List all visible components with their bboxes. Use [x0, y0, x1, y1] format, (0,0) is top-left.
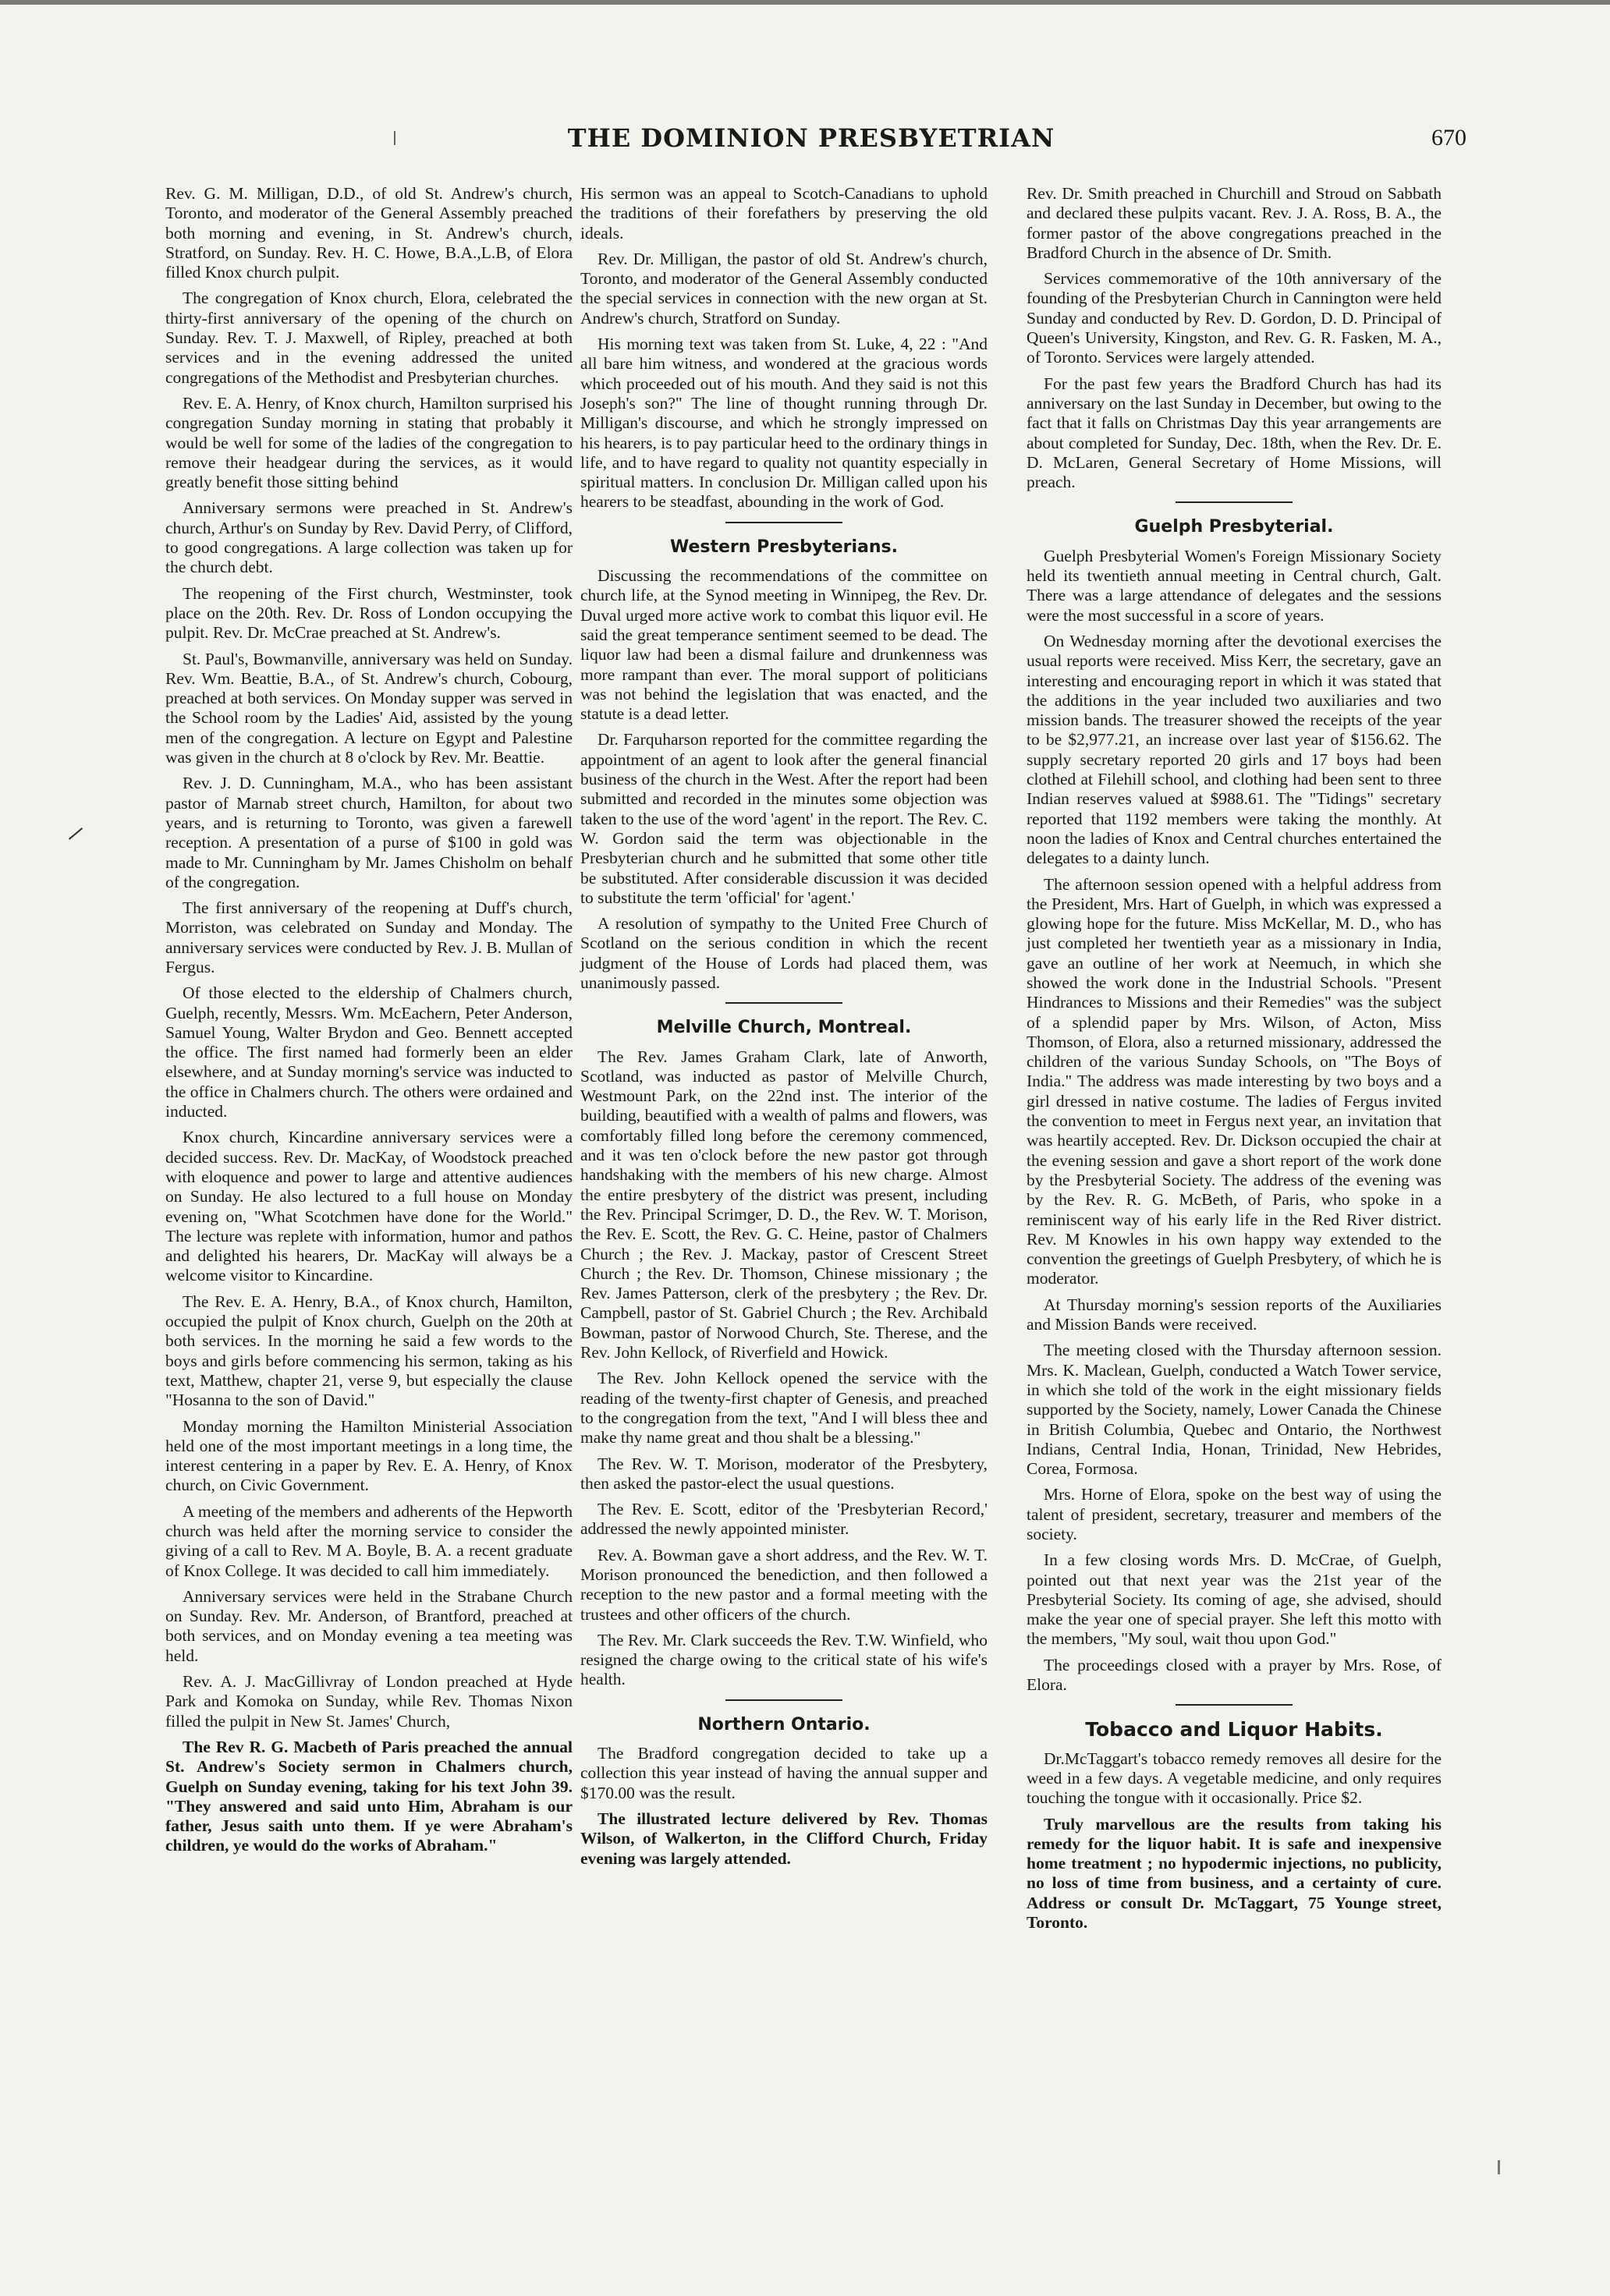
print-mark-right: [1498, 2160, 1500, 2174]
paragraph: Rev. G. M. Milligan, D.D., of old St. Andrew's church, Toronto, and moderator of the General Assembly preached both morning and evening, in St. Andrew's church, Stratford, on Sunday. Rev. H. C. Howe, B.A.,L.B, of Elora filled Knox church pulpit.: [165, 184, 573, 282]
section-divider: [725, 1699, 842, 1701]
paragraph: The Rev R. G. Macbeth of Paris preached the annual St. Andrew's Society sermon in Chalmers church, Guelph on Sunday evening, taking for his text John 39. "They answered and said unto Him, Abraham is our father, Jesus saith unto them. If ye were Abraham's children, ye would do the works of Abraham.": [165, 1737, 573, 1855]
paragraph: Monday morning the Hamilton Ministerial Association held one of the most important meetings in a long time, the interest centering in a paper by Rev. E. A. Henry, of Knox church, on Civic Government.: [165, 1416, 573, 1495]
page-title: THE DOMINION PRESBYETRIAN: [567, 123, 1055, 153]
paragraph: On Wednesday morning after the devotional exercises the usual reports were received. Miss Kerr, the secretary, gave an interesting and encouraging report in which it was stated that the additions in the year included two auxiliaries and two mission bands. The treasurer showed the receipts of the year to be $2,977.21, an increase over last year of $156.62. The supply secretary reported 20 girls and 17 boys had been clothed at Filehill school, and clothing had been sent to three Indian reserves valued at $988.61. The "Tidings" secretary reported that 1192 members were taking the monthly. At noon the ladies of Knox and Central churches entertained the delegates to a dainty lunch.: [1027, 631, 1442, 868]
paragraph: The meeting closed with the Thursday afternoon session. Mrs. K. Maclean, Guelph, conducted a Watch Tower service, in which she told of the work in the eight missionary fields supported by the Society, namely, Lower Canada the Chinese in British Columbia, Quebec and Ontario, the Northwest Indians, Central India, Honan, Trinidad, New Hebrides, Corea, Formosa.: [1027, 1341, 1442, 1479]
paragraph: Anniversary sermons were preached in St. Andrew's church, Arthur's on Sunday by Rev. David Perry, of Clifford, to good congregations. A large collection was taken up for the church debt.: [165, 498, 573, 577]
paragraph: In a few closing words Mrs. D. McCrae, of Guelph, pointed out that next year was the 21st year of the Presbyterial Society. Its coming of age, she advised, should make the year one of special prayer. She left this motto with the members, "My soul, wait thou upon God.": [1027, 1550, 1442, 1649]
page-header: [156, 123, 1466, 162]
paragraph: Dr. Farquharson reported for the committee regarding the appointment of an agent to look after the general financial business of the church in the West. After the report had been submitted and recorded in the minutes some objection was taken to the use of the word 'agent' in the report. The Rev. C. W. Gordon said the term was objectionable in the Presbyterian church and he submitted that some other title be substituted. After considerable discussion it was decided to substitute the term 'official' for 'agent.': [580, 730, 988, 907]
top-edge-rule: [0, 0, 1610, 5]
paragraph: The illustrated lecture delivered by Rev. Thomas Wilson, of Walkerton, in the Clifford Church, Friday evening was largely attended.: [580, 1809, 988, 1868]
paragraph: The Rev. James Graham Clark, late of Anworth, Scotland, was inducted as pastor of Melville Church, Westmount Park, on the 22nd inst. The interior of the building, beautified with a wealth of palms and flowers, was comfortably filled long before the ceremony commenced, and it was ten o'clock before the new pastor got through handshaking with the members of his new charge. Almost the entire presbytery of the district was present, including the Rev. Principal Scrimger, D. D., the Rev. W. T. Morison, the Rev. E. Scott, the Rev. G. C. Heine, pastor of Chalmers Church ; the Rev. J. Mackay, pastor of Crescent Street Church ; the Rev. Dr. Thomson, Chinese missionary ; the Rev. James Patterson, clerk of the presbytery ; the Rev. Dr. Campbell, pastor of St. Gabriel Church ; the Rev. Archibald Bowman, pastor of Norwood Church, Ste. Therese, and the Rev. John Kellock, of Riverfield and Howick.: [580, 1047, 988, 1362]
paragraph: St. Paul's, Bowmanville, anniversary was held on Sunday. Rev. Wm. Beattie, B.A., of St. Andrew's church, Cobourg, preached at both services. On Monday supper was served in the School room by the Ladies' Aid, assisted by the young men of the congregation. A lecture on Egypt and Palestine was given in the church at 8 o'clock by Rev. Mr. Beattie.: [165, 649, 573, 767]
section-heading-guelph: Guelph Presbyterial.: [1134, 517, 1334, 537]
paragraph: His sermon was an appeal to Scotch-Canadians to uphold the traditions of their forefathers by preserving the old ideals.: [580, 184, 988, 243]
paragraph: Knox church, Kincardine anniversary services were a decided success. Rev. Dr. MacKay, of Woodstock preached with eloquence and power to large and attentive audiences on Sunday. He also lectured to a full house on Monday evening on, "What Scotchmen have done for the World." The lecture was replete with information, humor and pathos and delighted his hearers, Dr. MacKay will always be a welcome visitor to Kincardine.: [165, 1128, 573, 1285]
section-heading-western: Western Presbyterians.: [670, 537, 898, 557]
paragraph: Of those elected to the eldership of Chalmers church, Guelph, recently, Messrs. Wm. McEachern, Peter Anderson, Samuel Young, Walter Brydon and Geo. Bennett accepted the office. The first named had formerly been an elder elsewhere, and at Sunday morning's service was inducted to the office in Chalmers church. The others were ordained and inducted.: [165, 983, 573, 1121]
paragraph: Mrs. Horne of Elora, spoke on the best way of using the talent of president, secretary, treasurer and members of the society.: [1027, 1485, 1442, 1543]
page-number: 670: [1431, 125, 1466, 151]
section-divider: [1176, 501, 1293, 503]
paragraph: The Rev. John Kellock opened the service with the reading of the twenty-first chapter of Genesis, and preached to the congregation from the text, "And I will bless thee and make thy name great and thou shalt be a blessing.": [580, 1369, 988, 1447]
paragraph: The Bradford congregation decided to take up a collection this year instead of having the annual supper and $170.00 was the result.: [580, 1744, 988, 1802]
column-3: [1027, 184, 1442, 1939]
paragraph: For the past few years the Bradford Church has had its anniversary on the last Sunday in December, but owing to the fact that it falls on Christmas Day this year arrangements are about completed for Sunday, Dec. 18th, when the Rev. Dr. E. D. McLaren, General Secretary of Home Missions, will preach.: [1027, 374, 1442, 492]
paragraph: The reopening of the First church, Westminster, took place on the 20th. Rev. Dr. Ross of London occupying the pulpit. Rev. Dr. McCrae preached at St. Andrew's.: [165, 583, 573, 643]
paragraph: A meeting of the members and adherents of the Hepworth church was held after the morning service to consider the giving of a call to Rev. M A. Boyle, B. A. a recent graduate of Knox College. It was decided to call him immediately.: [165, 1501, 573, 1580]
paragraph: Services commemorative of the 10th anniversary of the founding of the Presbyterian Church in Cannington were held Sunday and conducted by Rev. D. Gordon, D. D. Principal of Queen's University, Kingston, and Rev. G. R. Fasken, M. A., of Toronto. Services were largely attended.: [1027, 269, 1442, 367]
paragraph: Anniversary services were held in the Strabane Church on Sunday. Rev. Mr. Anderson, of Brantford, preached at both services, and on Monday evening a tea meeting was held.: [165, 1586, 573, 1665]
section-divider: [1176, 1704, 1293, 1706]
paragraph: Rev. A. J. MacGillivray of London preached at Hyde Park and Komoka on Sunday, while Rev. Thomas Nixon filled the pulpit in New St. James' Church,: [165, 1672, 573, 1731]
paragraph: The Rev. Mr. Clark succeeds the Rev. T.W. Winfield, who resigned the charge owing to the critical state of his wife's health.: [580, 1630, 988, 1689]
margin-mark: [69, 827, 83, 840]
paragraph: Truly marvellous are the results from taking his remedy for the liquor habit. It is safe and inexpensive home treatment ; no hypodermic injections, no publicity, no loss of time from business, and a certainty of cure. Address or consult Dr. McTaggart, 75 Younge street, Toronto.: [1027, 1814, 1442, 1933]
paragraph: Rev. J. D. Cunningham, M.A., who has been assistant pastor of Marnab street church, Hamilton, for about two years, and is returning to Toronto, was given a farewell reception. A presentation of a purse of $100 in gold was made to Mr. Cunningham by Mr. James Chisholm on behalf of the congregation.: [165, 774, 573, 891]
paragraph: Dr.McTaggart's tobacco remedy removes all desire for the weed in a few days. A vegetable medicine, and only requires touching the tongue with it occasionally. Price $2.: [1027, 1749, 1442, 1808]
section-heading-melville: Melville Church, Montreal.: [656, 1018, 912, 1038]
paragraph: His morning text was taken from St. Luke, 4, 22 : "And all bare him witness, and wondered at the gracious words which proceeded out of his mouth. And they said is not this Joseph's son?" The line of thought running through Dr. Milligan's discourse, and which he strongly impressed on his hearers, is to pay particular heed to the ordinary things in life, and to have regard to quality not quantity especially in spiritual matters. In conclusion Dr. Milligan called upon his hearers to be steadfast, abounding in the work of God.: [580, 335, 988, 512]
paragraph: The Rev. E. Scott, editor of the 'Presbyterian Record,' addressed the newly appointed minister.: [580, 1500, 988, 1539]
paragraph: Rev. Dr. Smith preached in Churchill and Stroud on Sabbath and declared these pulpits vacant. Rev. J. A. Ross, B. A., the former pastor of the above congregations preached in the Bradford Church in the absence of Dr. Smith.: [1027, 184, 1442, 262]
section-divider: [725, 1002, 842, 1004]
paragraph: The first anniversary of the reopening at Duff's church, Morriston, was celebrated on Sunday and Monday. The anniversary services were conducted by Rev. J. B. Mullan of Fergus.: [165, 898, 573, 976]
section-heading-tobacco: Tobacco and Liquor Habits.: [1085, 1718, 1383, 1741]
paragraph: Rev. Dr. Milligan, the pastor of old St. Andrew's church, Toronto, and moderator of the General Assembly conducted the special services in connection with the new organ at St. Andrew's church, Stratford on Sunday.: [580, 249, 988, 328]
section-heading-northern: Northern Ontario.: [697, 1714, 871, 1734]
paragraph: The Rev. E. A. Henry, B.A., of Knox church, Hamilton, occupied the pulpit of Knox church, Guelph on the 20th at both services. In the morning he said a few words to the boys and girls before commencing his sermon, taking as his text, Matthew, chapter 21, verse 9, but especially the clause "Hosanna to the son of David.": [165, 1292, 573, 1410]
paragraph: At Thursday morning's session reports of the Auxiliaries and Mission Bands were received.: [1027, 1295, 1442, 1334]
paragraph: Discussing the recommendations of the committee on church life, at the Synod meeting in Winnipeg, the Rev. Dr. Duval urged more active work to combat this liquor evil. He said the great temperance sentiment seemed to be dead. The liquor law had been a dismal failure and drunkenness was more rampant than ever. The moral support of politicians was not behind the legislation that was enacted, and the statute is a dead letter.: [580, 566, 988, 724]
paragraph: The congregation of Knox church, Elora, celebrated the thirty-first anniversary of the opening of the church on Sunday. Rev. T. J. Maxwell, of Ripley, preached at both services and in the evening addressed the united congregations of the Methodist and Presbyterian churches.: [165, 289, 573, 387]
column-1: [165, 184, 573, 1862]
paragraph: Rev. A. Bowman gave a short address, and the Rev. W. T. Morison pronounced the benediction, and then followed a reception to the new pastor and a formal meeting with the trustees and other officers of the church.: [580, 1545, 988, 1624]
paragraph: A resolution of sympathy to the United Free Church of Scotland on the serious condition in which the recent judgment of the House of Lords had placed them, was unanimously passed.: [580, 914, 988, 992]
column-2: [580, 184, 988, 1875]
paragraph: Rev. E. A. Henry, of Knox church, Hamilton surprised his congregation Sunday morning in stating that probably it would be well for some of the ladies of the congregation to remove their headgear during the services, as it would greatly benefit those sitting behind: [165, 393, 573, 492]
paragraph: The proceedings closed with a prayer by Mrs. Rose, of Elora.: [1027, 1655, 1442, 1695]
paragraph: The afternoon session opened with a helpful address from the President, Mrs. Hart of Guelph, in which was expressed a glowing hope for the future. Miss McKellar, M. D., who has just completed her twentieth year as a missionary in India, gave an outline of her work at Neemuch, in which she showed the work done in the Industrial Schools. "Present Hindrances to Missions and their Remedies" was the subject of a splendid paper by Mrs. Wilson, of Acton, Miss Thomson, of Elora, also a returned missionary, addressed the children of the various Sunday Schools, on "The Boys of India." The address was made interesting by two boys and a girl dressed in native costume. The ladies of Fergus invited the convention to meet in Fergus next year, an invitation that was heartily accepted. Rev. Dr. Dickson occupied the chair at the evening session and gave a short report of the work done by the Presbyterial Society. The address of the evening was by the Rev. R. G. McBeth, of Paris, who spoke in a reminiscent way of his early life in the Red River district. Rev. M Knowles in his own happy way extended to the convention the greetings of Guelph Presbytery, of which he is moderator.: [1027, 874, 1442, 1288]
paragraph: The Rev. W. T. Morison, moderator of the Presbytery, then asked the pastor-elect the usual questions.: [580, 1454, 988, 1493]
section-divider: [725, 522, 842, 523]
paragraph: Guelph Presbyterial Women's Foreign Missionary Society held its twentieth annual meeting in Central church, Galt. There was a large attendance of delegates and the sessions were the most successful in a score of years.: [1027, 546, 1442, 625]
